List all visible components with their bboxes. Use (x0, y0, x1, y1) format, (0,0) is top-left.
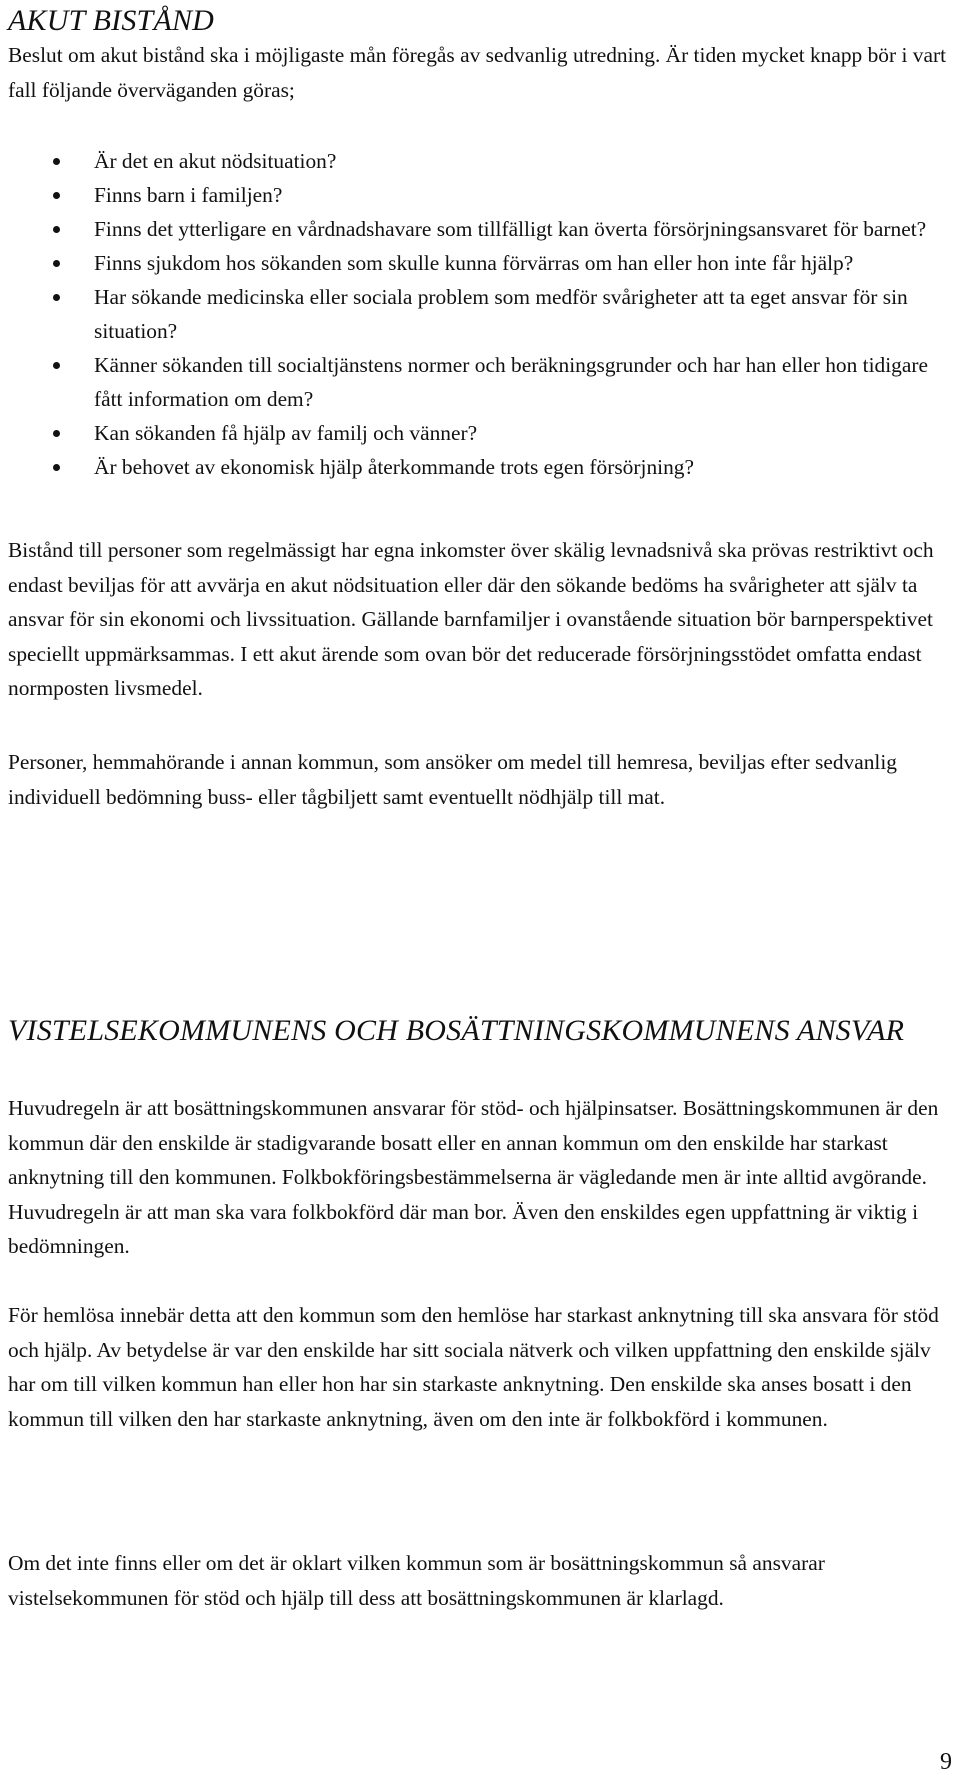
list-item: Har sökande medicinska eller sociala problem som medför svårigheter att ta eget ansvar för sin situation? (8, 280, 952, 348)
bullet-icon (53, 226, 60, 233)
paragraph-high-income: Bistånd till personer som regelmässigt har egna inkomster över skälig levnadsnivå ska prövas restriktivt och endast beviljas för att avvärja en akut nödsituation eller där den sökande bedöms ha svårigheter att själv ta ansvar för sin ekonomi och livssituation. Gällande barnfamiljer i ovanstående situation bör barnperspektivet speciellt uppmärksammas. I ett akut ärende som ovan bör det reducerade försörjningsstödet omfatta endast normposten livsmedel. (8, 538, 934, 701)
list-item: Känner sökanden till socialtjänstens normer och beräkningsgrunder och har han eller hon tidigare fått information om dem? (8, 348, 952, 416)
list-item: Finns sjukdom hos sökanden som skulle kunna förvärras om han eller hon inte får hjälp? (8, 246, 952, 280)
list-item: Är det en akut nödsituation? (8, 144, 952, 178)
bullet-icon (53, 260, 60, 267)
list-item: Finns barn i familjen? (8, 178, 952, 212)
section-title-akut-bistand: AKUT BISTÅND (8, 4, 215, 37)
bullet-icon (53, 362, 60, 369)
paragraph-homeless: För hemlösa innebär detta att den kommun som den hemlöse har starkast anknytning till ska ansvara för stöd och hjälp. Av betydelse är var den enskilde har sitt sociala nätverk och vilken uppfattning den enskilde själv har om till vilken kommun han eller hon har sin starkaste anknytning. Den enskilde ska anses bosatt i den kommun till vilken den har starkaste anknytning, även om den inte är folkbokförd i kommunen. (8, 1303, 939, 1431)
consideration-list (8, 144, 952, 484)
bullet-icon (53, 464, 60, 471)
bullet-icon (53, 158, 60, 165)
paragraph-home-travel: Personer, hemmahörande i annan kommun, som ansöker om medel till hemresa, beviljas efter sedvanlig individuell bedömning buss- eller tågbiljett samt eventuellt nödhjälp till mat. (8, 750, 897, 809)
list-item: Finns det ytterligare en vårdnadshavare som tillfälligt kan överta försörjningsansvaret för barnet? (8, 212, 952, 246)
bullet-icon (53, 294, 60, 301)
paragraph-main-rule: Huvudregeln är att bosättningskommunen ansvarar för stöd- och hjälpinsatser. Bosättningskommunen är den kommun där den enskilde är stadigvarande bosatt eller en annan kommun om den enskilde har starkast anknytning till den kommunen. Folkbokföringsbestämmelserna är vägledande men är inte alltid avgörande. Huvudregeln är att man ska vara folkbokförd där man bor. Även den enskildes egen uppfattning är viktig i bedömningen. (8, 1096, 939, 1259)
list-item: Är behovet av ekonomisk hjälp återkommande trots egen försörjning? (8, 450, 952, 484)
list-item: Kan sökanden få hjälp av familj och vänner? (8, 416, 952, 450)
intro-paragraph: Beslut om akut bistånd ska i möjligaste mån föregås av sedvanlig utredning. Är tiden mycket knapp bör i vart fall följande överväganden göras; (8, 43, 947, 102)
page-number: 9 (940, 1749, 952, 1775)
paragraph-unclear-municipality: Om det inte finns eller om det är oklart vilken kommun som är bosättningskommun så ansvarar vistelsekommunen för stöd och hjälp till dess att bosättningskommunen är klarlagd. (8, 1551, 825, 1610)
section-title-vistelsekommun: VISTELSEKOMMUNENS OCH BOSÄTTNINGSKOMMUNENS ANSVAR (8, 1014, 905, 1047)
bullet-icon (53, 430, 60, 437)
bullet-icon (53, 192, 60, 199)
